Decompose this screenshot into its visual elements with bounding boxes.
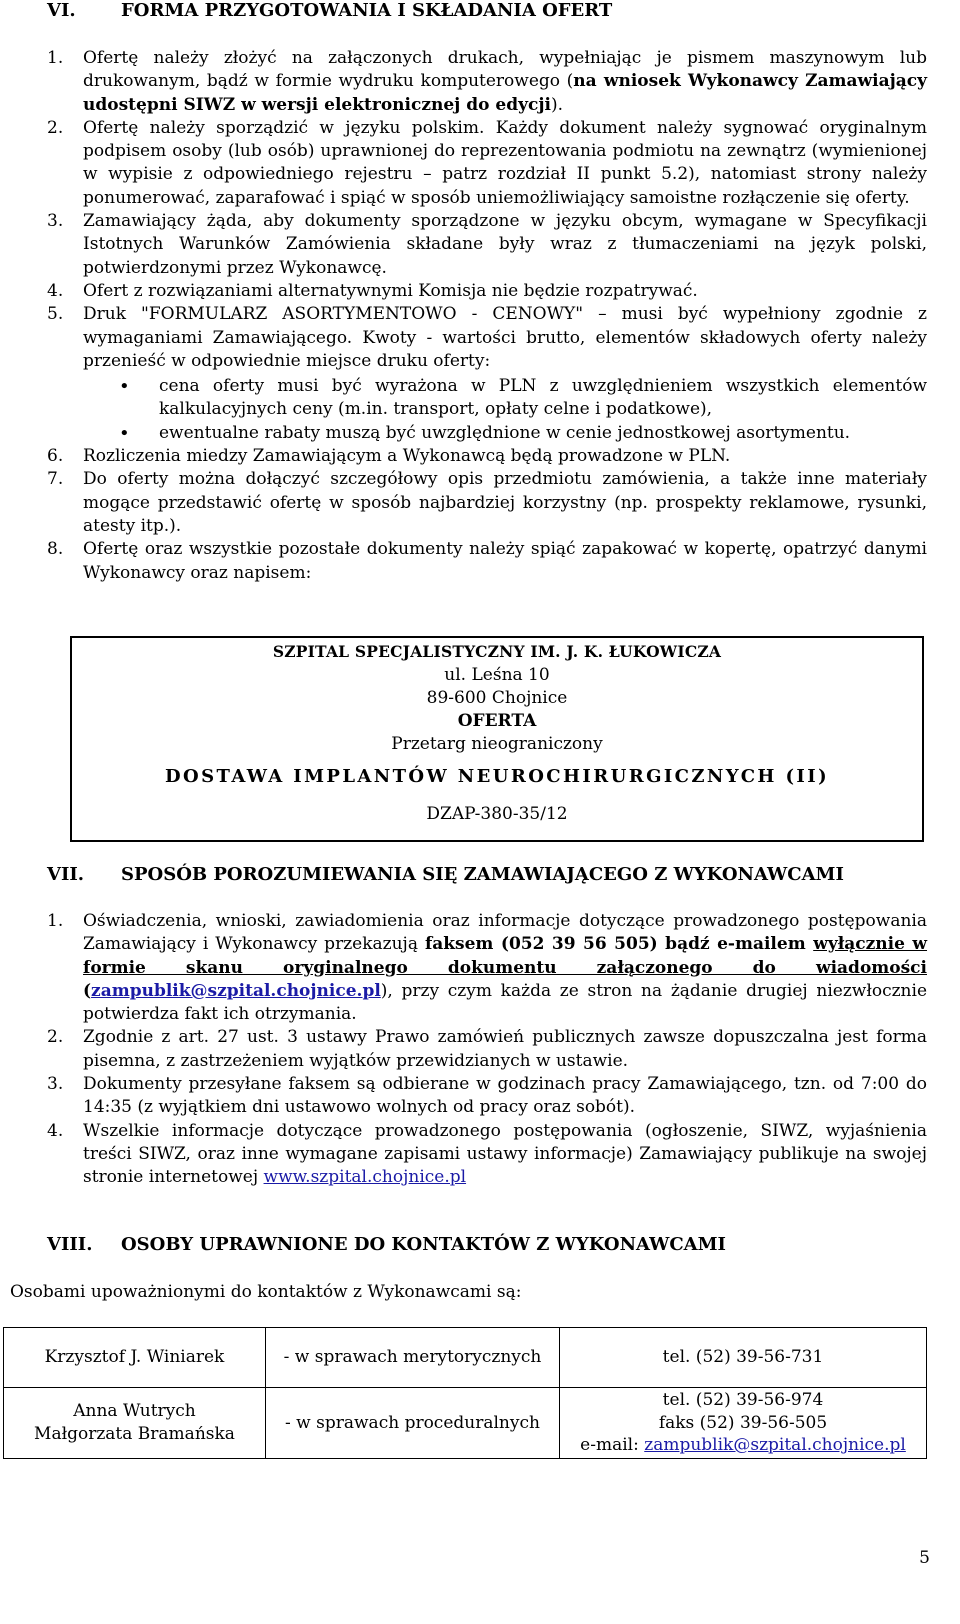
bullet-list — [83, 375, 927, 445]
contact-details: tel. (52) 39-56-974 faks (52) 39-56-505 e-mail: zampublik@szpital.chojnice.pl — [560, 1388, 927, 1459]
offer-label: OFERTA — [457, 711, 537, 731]
list-item: 6. Rozliczenia miedzy Zamawiającym a Wykonawcą będą prowadzone w PLN. — [47, 446, 731, 467]
list-item: 3. Dokumenty przesyłane faksem są odbierane w godzinach pracy Zamawiającego, tzn. od 7:00 do 14:35 (z wyjątkiem dni ustawowo wolnych od pracy oraz sobót). — [47, 1074, 927, 1118]
contact-names: Anna Wutrych Małgorzata Bramańska — [4, 1388, 266, 1459]
list-item: 2. Zgodnie z art. 27 ust. 3 ustawy Prawo zamówień publicznych zawsze dopuszczalna jest forma pisemna, z zastrzeżeniem wyjątków przewidzianych w ustawie. — [47, 1027, 927, 1071]
contact-name: Krzysztof J. Winiarek — [4, 1328, 266, 1388]
contact-scope: - w sprawach proceduralnych — [266, 1388, 560, 1459]
list-item: 7. Do oferty można dołączyć szczegółowy opis przedmiotu zamówienia, a także inne materiały mogące przedstawić ofertę w sposób najbardziej korzystny (np. prospekty reklamowe, rysunki, atesty itp.). — [47, 469, 927, 536]
list-item: 1. Oświadczenia, wnioski, zawiadomienia oraz informacje dotyczące prowadzonego postępowania Zamawiający i Wykonawcy przekazują faksem (052 39 56 505) bądź e-mailem wyłącznie w formie skanu oryginalnego dokumentu załączonego do wiadomości (zampublik@szpital.chojnice.pl), przy czym każda ze stron na żądanie drugiej niezwłocznie potwierdza fakt ich otrzymania. — [47, 911, 928, 1025]
section-heading-vii — [47, 864, 844, 885]
contacts-intro: Osobami upoważnionymi do kontaktów z Wykonawcami są: — [10, 1282, 522, 1302]
list-item: 1. Ofertę należy złożyć na załączonych drukach, wypełniając je pismem maszynowym lub drukowanym, bądź w formie wydruku komputerowego (na wniosek Wykonawcy Zamawiający udostępni SIWZ w wersji elektronicznej do edycji). — [47, 48, 927, 115]
section-heading-viii — [47, 1234, 726, 1255]
list-item: 3. Zamawiający żąda, aby dokumenty sporządzone w języku obcym, wymagane w Specyfikacji Istotnych Warunków Zamówienia składane były wraz z tłumaczeniami na język polski, potwierdzonymi przez Wykonawcę. — [47, 211, 927, 278]
website-link[interactable]: www.szpital.chojnice.pl — [263, 1167, 467, 1188]
bullet-item: • ewentualne rabaty muszą być uwzględnione w cenie jednostkowej asortymentu. — [83, 422, 927, 445]
contacts-table — [3, 1327, 927, 1459]
section-number: VII. — [47, 864, 85, 885]
section-title: FORMA PRZYGOTOWANIA I SKŁADANIA OFERT — [121, 0, 613, 21]
section-title: SPOSÓB POROZUMIEWANIA SIĘ ZAMAWIAJĄCEGO Z WYKONAWCAMI — [121, 864, 844, 885]
postal-city: 89-600 Chojnice — [426, 688, 568, 708]
section-number: VIII. — [47, 1234, 93, 1255]
tender-subject: DOSTAWA IMPLANTÓW NEUROCHIRURGICZNYCH (II) — [165, 766, 829, 787]
hospital-name: SZPITAL SPECJALISTYCZNY IM. J. K. ŁUKOWICZA — [272, 642, 722, 661]
contact-scope: - w sprawach merytorycznych — [266, 1328, 560, 1388]
table-row — [4, 1388, 927, 1459]
envelope-label-box — [70, 636, 924, 842]
email-link[interactable]: zampublik@szpital.chojnice.pl — [644, 1435, 906, 1455]
page-number: 5 — [919, 1548, 930, 1568]
offer-rules-list — [47, 47, 927, 585]
list-item: 2. Ofertę należy sporządzić w języku polskim. Każdy dokument należy sygnować oryginalnym podpisem osoby (lub osób) uprawnionej do reprezentowania podmiotu na zewnątrz (wymienionej w wypisie z odpowiedniego rejestru – patrz rozdział II punkt 5.2), natomiast strony należy ponumerować, zaparafować i spiąć w sposób uniemożliwiający samoistne rozłączenie się oferty. — [47, 117, 927, 208]
case-number: DZAP-380-35/12 — [426, 804, 568, 824]
table-row — [4, 1328, 927, 1388]
email-link[interactable]: zampublik@szpital.chojnice.pl — [91, 980, 381, 1001]
section-heading-vi — [47, 0, 612, 21]
street-address: ul. Leśna 10 — [444, 665, 550, 685]
list-item: 5. Druk "FORMULARZ ASORTYMENTOWO - CENOWY" – musi być wypełniony zgodnie z wymaganiami Zamawiającego. Kwoty - wartości brutto, elementów składowych oferty należy przenieść w odpowiednie miejsce druku oferty: • cena oferty musi być wyrażona w PLN z uwzględnieniem wszystkich elementów kalkulacyjnych ceny (m.in. transport, opłaty celne i podatkowe), • ewentualne rabaty muszą być uwzględnione w cenie jednostkowej asortymentu. — [47, 303, 927, 445]
list-item: 4. Ofert z rozwiązaniami alternatywnymi Komisja nie będzie rozpatrywać. — [47, 280, 698, 301]
bullet-item: • cena oferty musi być wyrażona w PLN z uwzględnieniem wszystkich elementów kalkulacyjnych ceny (m.in. transport, opłaty celne i podatkowe), — [83, 375, 927, 422]
contact-phone: tel. (52) 39-56-731 — [560, 1328, 927, 1388]
section-number: VI. — [47, 0, 76, 21]
list-item: 8. Ofertę oraz wszystkie pozostałe dokumenty należy spiąć zapakować w kopertę, opatrzyć danymi Wykonawcy oraz napisem: — [47, 539, 927, 583]
tender-type: Przetarg nieograniczony — [391, 734, 603, 754]
list-item: 4. Wszelkie informacje dotyczące prowadzonego postępowania (ogłoszenie, SIWZ, wyjaśnienia treści SIWZ, oraz inne wymagane zapisami ustawy informacje) Zamawiający publikuje na swojej stronie internetowej www.szpital.chojnice.pl — [47, 1120, 927, 1188]
communication-rules-list — [47, 910, 927, 1190]
section-title: OSOBY UPRAWNIONE DO KONTAKTÓW Z WYKONAWCAMI — [121, 1234, 726, 1255]
